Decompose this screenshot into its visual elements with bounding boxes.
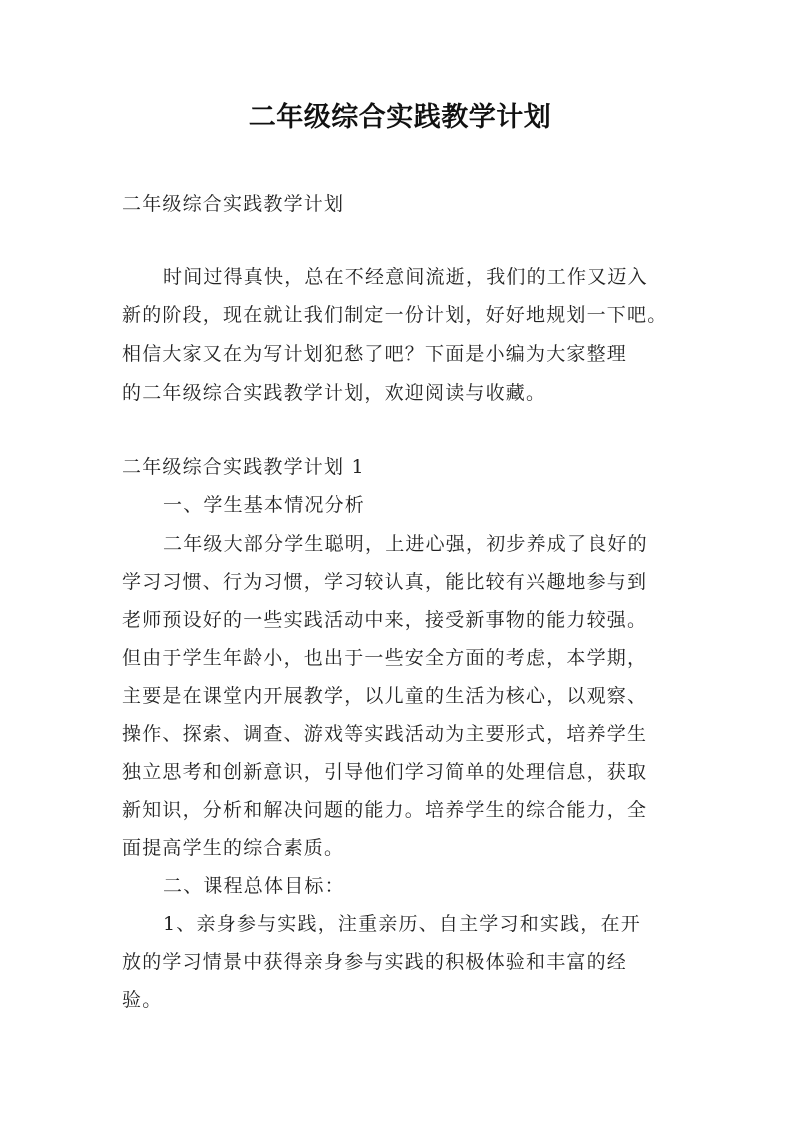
intro-line: 新的阶段，现在就让我们制定一份计划，好好地规划一下吧。 bbox=[122, 304, 668, 326]
goal-line: 1、亲身参与实践，注重亲历、自主学习和实践，在开 bbox=[163, 913, 641, 935]
document-subtitle: 二年级综合实践教学计划 bbox=[122, 193, 345, 215]
analysis-line: 老师预设好的一些实践活动中来，接受新事物的能力较强。 bbox=[122, 609, 648, 631]
intro-line: 的二年级综合实践教学计划，欢迎阅读与收藏。 bbox=[122, 382, 547, 404]
analysis-line: 主要是在课堂内开展教学，以儿童的生活为核心，以观察、 bbox=[122, 685, 648, 707]
goal-line: 验。 bbox=[122, 989, 163, 1011]
analysis-line: 新知识，分析和解决问题的能力。培养学生的综合能力，全 bbox=[122, 799, 648, 821]
analysis-line: 独立思考和创新意识，引导他们学习简单的处理信息，获取 bbox=[122, 761, 648, 783]
analysis-line: 操作、探索、调查、游戏等实践活动为主要形式，培养学生 bbox=[122, 723, 648, 745]
section-title: 二年级综合实践教学计划 1 bbox=[122, 456, 365, 478]
goal-line: 放的学习情景中获得亲身参与实践的积极体验和丰富的经 bbox=[122, 951, 628, 973]
analysis-line: 学习习惯、行为习惯，学习较认真，能比较有兴趣地参与到 bbox=[122, 571, 648, 593]
intro-line: 相信大家又在为写计划犯愁了吧？下面是小编为大家整理 bbox=[122, 343, 628, 365]
section-heading: 二、课程总体目标： bbox=[163, 875, 345, 897]
analysis-line: 面提高学生的综合素质。 bbox=[122, 837, 345, 859]
document-title: 二年级综合实践教学计划 bbox=[248, 102, 552, 133]
analysis-line: 二年级大部分学生聪明，上进心强，初步养成了良好的 bbox=[163, 533, 648, 555]
intro-line: 时间过得真快，总在不经意间流逝，我们的工作又迈入 bbox=[163, 266, 648, 288]
analysis-line: 但由于学生年龄小，也出于一些安全方面的考虑，本学期， bbox=[122, 647, 648, 669]
section-heading: 一、学生基本情况分析 bbox=[163, 494, 366, 516]
